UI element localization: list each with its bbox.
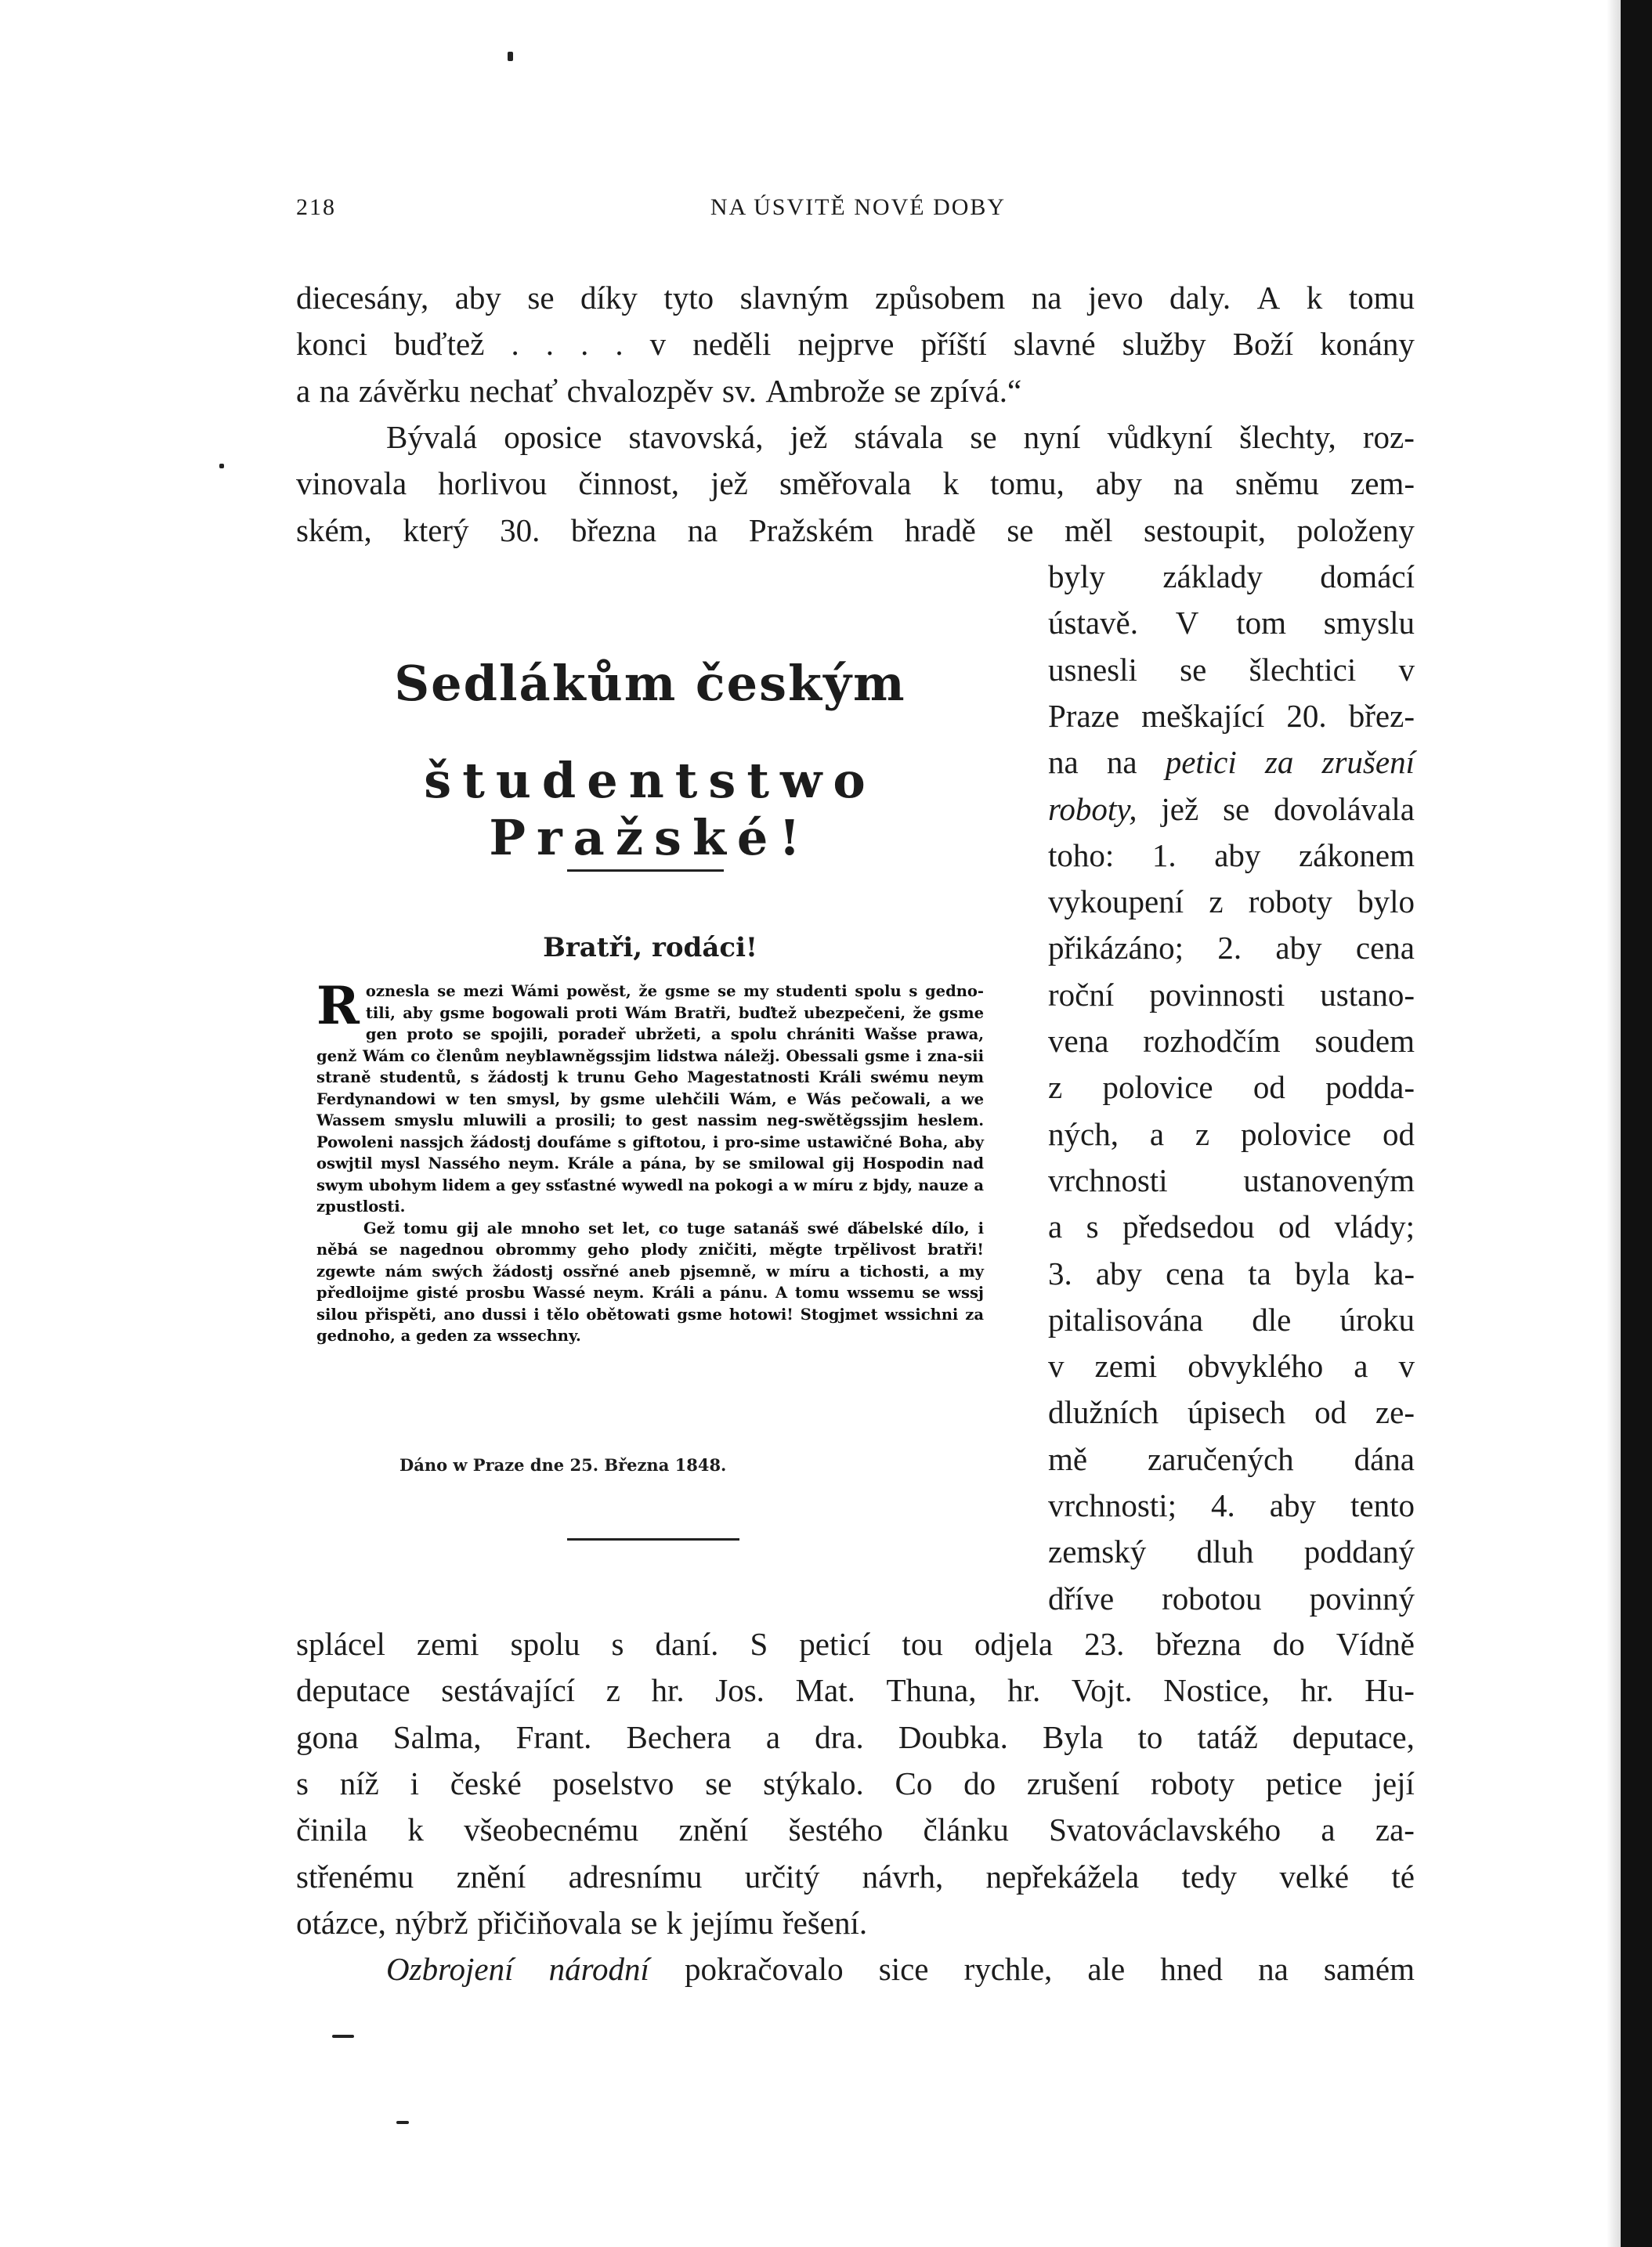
poster-paragraph: Gež tomu gij ale mnoho set let, co tuge satanáš swé ďábelské dílo, i něbá se nagednou obrommy geho plody zničiti, měgte trpělivost bratři! zgewte nám swých žádostj ossřné aneb pjsemně, w míru a tichosti, a my předloijme gisté prosbu Wassé neym. Králi a pánu. A tomu wssemu se wssj silou přispěti, ano dussi i tělo obětowati gsme hotowi! Stogjmet wssichni za gednoho, a geden za wssechny. — [316, 1219, 984, 1345]
text-line: střenému znění adresnímu určitý návrh, nepřekážela tedy velké té — [296, 1858, 1415, 1895]
poster-drop-cap: R — [316, 975, 360, 1036]
text-line: v zemi obvyklého a v — [1048, 1348, 1415, 1385]
poster-greeting: Bratři, rodáci! — [543, 932, 757, 963]
text-line: na na petici za zrušení — [1048, 744, 1415, 781]
text-line: Praze meškající 20. břez- — [1048, 697, 1415, 734]
text-line: s níž i české poselstvo se stýkalo. Co do zrušení roboty petice její — [296, 1765, 1415, 1801]
text-line: dlužních úpisech od ze- — [1048, 1394, 1415, 1431]
text-line: otázce, nýbrž přičiňovala se k jejímu řešení. — [296, 1904, 868, 1941]
poster-divider — [567, 869, 724, 872]
text-line: a s předsedou od vlády; — [1048, 1208, 1415, 1245]
text-line: roboty, jež se dovolávala — [1048, 790, 1415, 827]
text-line: Bývalá oposice stavovská, jež stávala se nyní vůdkyní šlechty, roz- — [386, 418, 1415, 455]
text-line: zemský dluh poddaný — [1048, 1534, 1415, 1570]
text-line: mě zaručených dána — [1048, 1440, 1415, 1477]
poster-illustration — [305, 642, 995, 1543]
poster-title-line2: študentstwo Pražské! — [424, 752, 877, 866]
poster-date-line: Dáno w Praze dne 25. Března 1848. — [399, 1455, 727, 1475]
page-number: 218 — [296, 194, 336, 220]
text-line: konci buďtež . . . . v neděli nejprve příští slavné služby Boží konány — [296, 326, 1415, 363]
text-line: Ozbrojení národní pokračovalo sice rychle, ale hned na samém — [386, 1951, 1415, 1988]
poster-body — [316, 975, 984, 1347]
text-line: deputace sestávající z hr. Jos. Mat. Thuna, hr. Vojt. Nostice, hr. Hu- — [296, 1672, 1415, 1709]
poster-title-line1: Sedlákům českým — [394, 655, 906, 712]
text-line: 3. aby cena ta byla ka- — [1048, 1255, 1415, 1291]
text-line: roční povinnosti ustano- — [1048, 976, 1415, 1013]
text-line: diecesány, aby se díky tyto slavným způsobem na jevo daly. A k tomu — [296, 280, 1415, 316]
text-line: vinovala horlivou činnost, jež směřovala k tomu, aby na sněmu zem- — [296, 465, 1415, 502]
text-line: toho: 1. aby zákonem — [1048, 836, 1415, 873]
poster-paragraph: oznesla se mezi Wámi powěst, že gsme se my studenti spolu s gedno-tili, aby gsme bogowali proti Wám Bratři, buďtež ubezpečeni, že gsme gen proto se spojili, poradeř ubržeti, a spolu chrániti Wašse prawa, genž Wám co členům neyblawněgssjim lidstwa náležj. Obessali gsme i zna-sii straně studentů, s žádostj k trunu Geho Magestatnosti Králi swému neym Ferdynandowi w ten smysl, by gsme ulehčili Wám, e Wás pečowali, a we Wassem smyslu mluwili a prosili; to gest nassim neg-swětěgssjim heslem. Powoleni nassjch žádostj doufáme s giftotou, i pro-sime ustawičné Boha, aby oswjtil mysl Nassého neym. Krále a pána, by se smilowal gij Hospodin nad swym ubohym lidem a gey ssťastné wywedl na pokogi a w míru z bjdy, nauze a zpustlosti. — [316, 982, 984, 1216]
text-line: ných, a z polovice od — [1048, 1115, 1415, 1152]
text-line: a na závěrku nechať chvalozpěv sv. Ambrože se zpívá.“ — [296, 372, 1022, 409]
scan-border — [1621, 0, 1652, 2247]
text-line: vrchnosti; 4. aby tento — [1048, 1487, 1415, 1523]
text-line: ústavě. V tom smyslu — [1048, 605, 1415, 641]
scan-speck — [332, 2035, 354, 2038]
page-header — [296, 194, 1420, 226]
running-title: NA ÚSVITĚ NOVÉ DOBY — [710, 194, 1007, 220]
text-line: gona Salma, Frant. Bechera a dra. Doubka. Byla to tatáž deputace, — [296, 1718, 1415, 1755]
text-line: splácel zemi spolu s daní. S peticí tou odjela 23. března do Vídně — [296, 1626, 1415, 1662]
scan-speck — [396, 2121, 409, 2124]
text-line: dříve robotou povinný — [1048, 1580, 1415, 1617]
text-line: vykoupení z roboty bylo — [1048, 883, 1415, 920]
page-edge-shadow — [1607, 0, 1621, 2247]
text-line: ském, který 30. března na Pražském hradě se měl sestoupit, položeny — [296, 511, 1415, 548]
text-line: z polovice od podda- — [1048, 1069, 1415, 1106]
text-line: činila k všeobecnému znění šestého článku Svatováclavského a za- — [296, 1812, 1415, 1848]
scan-speck — [508, 52, 513, 61]
text-line: vrchnosti ustanoveným — [1048, 1161, 1415, 1198]
text-line: vena rozhodčím soudem — [1048, 1023, 1415, 1059]
text-line: pitalisována dle úroku — [1048, 1301, 1415, 1338]
scan-speck — [219, 464, 224, 468]
poster-divider — [567, 1538, 739, 1541]
text-line: usnesli se šlechtici v — [1048, 651, 1415, 688]
text-line: byly základy domácí — [1048, 558, 1415, 594]
text-line: přikázáno; 2. aby cena — [1048, 930, 1415, 966]
